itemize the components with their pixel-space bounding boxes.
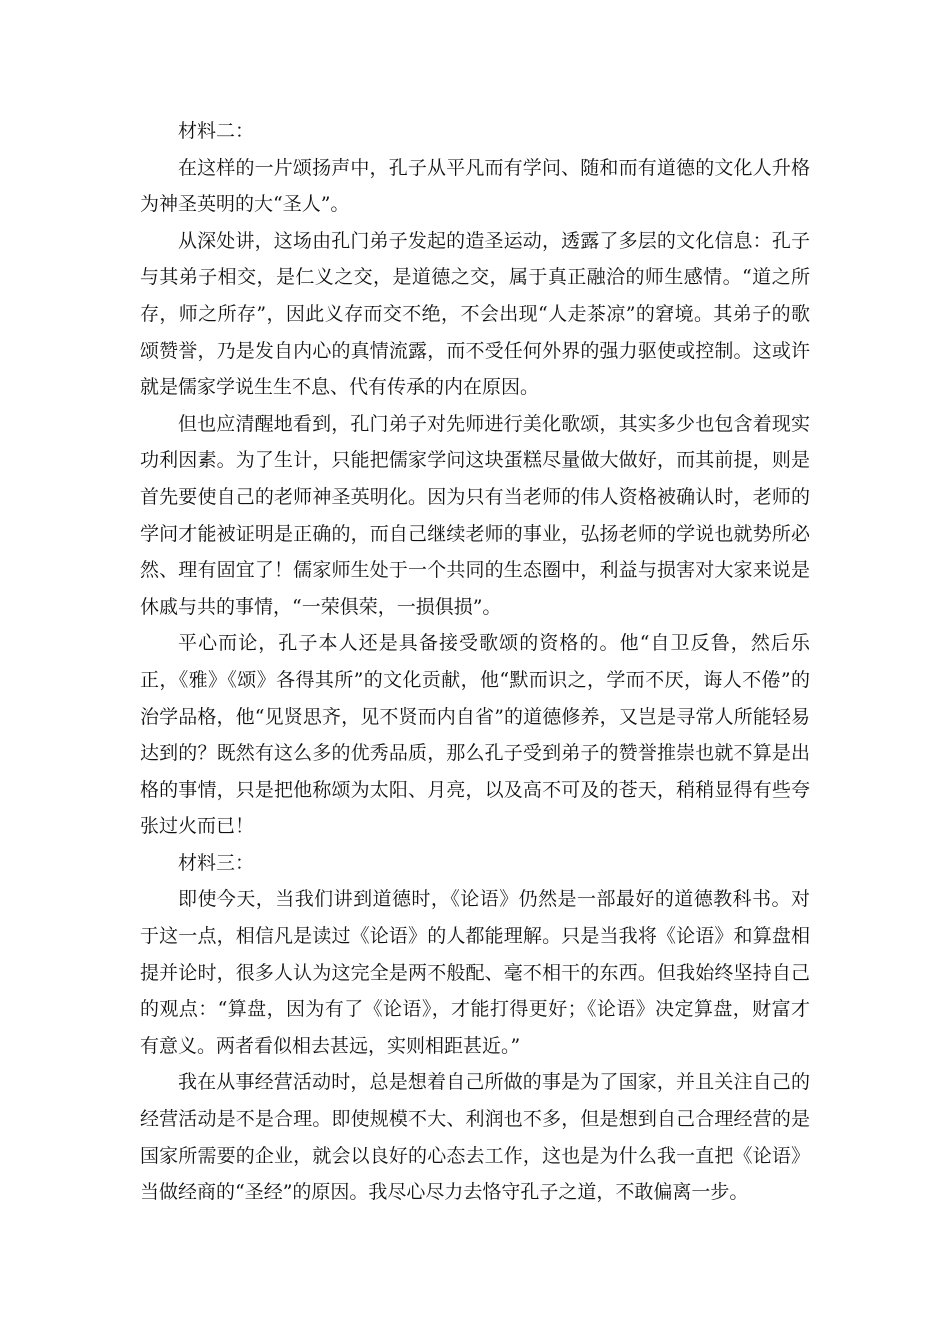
heading-material-three: 材料三：	[178, 851, 255, 874]
paragraph: 我在从事经营活动时，总是想着自己所做的事是为了国家，并且关注自己的经营活动是不是合理。即使规模不大、利润也不多，但是想到自己合理经营的是国家所需要的企业，就会以良好的心态去工作，这也是为什么我一直把《论语》当做经商的“圣经”的原因。我尽心尽力去恪守孔子之道，不敢偏离一步。	[140, 1071, 810, 1204]
paragraph: 平心而论，孔子本人还是具备接受歌颂的资格的。他“自卫反鲁，然后乐正，《雅》《颂》各得其所”的文化贡献，他“默而识之，学而不厌，诲人不倦”的治学品格，他“见贤思齐，见不贤而内自省”的道德修养，又岂是寻常人所能轻易达到的？既然有这么多的优秀品质，那么孔子受到弟子的赞誉推崇也就不算是出格的事情，只是把他称颂为太阳、月亮，以及高不可及的苍天，稍稍显得有些夸张过火而已！	[140, 632, 810, 838]
paragraph: 但也应清醒地看到，孔门弟子对先师进行美化歌颂，其实多少也包含着现实功利因素。为了生计，只能把儒家学问这块蛋糕尽量做大做好，而其前提，则是首先要使自己的老师神圣英明化。因为只有当老师的伟人资格被确认时，老师的学问才能被证明是正确的，而自己继续老师的事业，弘扬老师的学说也就势所必然、理有固宜了！儒家师生处于一个共同的生态圈中，利益与损害对大家来说是休戚与共的事情，“一荣俱荣，一损俱损”。	[140, 412, 810, 618]
paragraph: 在这样的一片颂扬声中，孔子从平凡而有学问、随和而有道德的文化人升格为神圣英明的大“圣人”。	[140, 156, 810, 216]
paragraph: 即使今天，当我们讲到道德时，《论语》仍然是一部最好的道德教科书。对于这一点，相信凡是读过《论语》的人都能理解。只是当我将《论语》和算盘相提并论时，很多人认为这完全是两不般配、毫不相干的东西。但我始终坚持自己的观点：“算盘，因为有了《论语》，才能打得更好；《论语》决定算盘，财富才有意义。两者看似相去甚远，实则相距甚近。”	[140, 888, 810, 1057]
document-body	[140, 113, 810, 1211]
heading-material-two: 材料二：	[178, 120, 255, 142]
paragraph: 从深处讲，这场由孔门弟子发起的造圣运动，透露了多层的文化信息：孔子与其弟子相交，是仁义之交，是道德之交，属于真正融洽的师生感情。“道之所存，师之所存”，因此义存而交不绝，不会出现“人走茶凉”的窘境。其弟子的歌颂赞誉，乃是发自内心的真情流露，而不受任何外界的强力驱使或控制。这或许就是儒家学说生生不息、代有传承的内在原因。	[140, 229, 810, 399]
